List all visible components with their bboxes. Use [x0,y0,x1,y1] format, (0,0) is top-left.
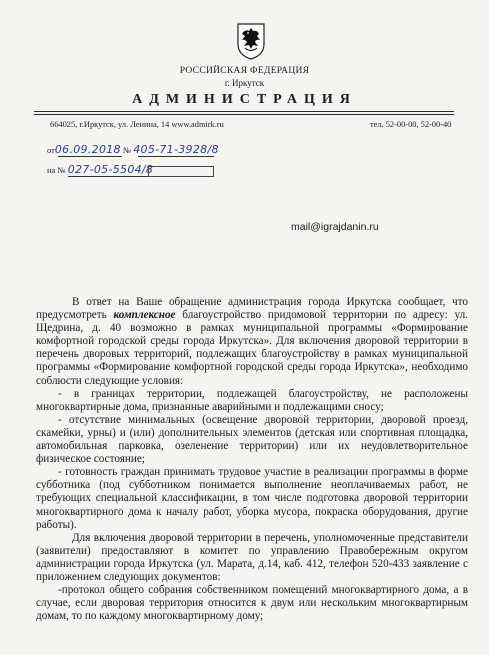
date-underline [58,156,122,157]
condition-2: - отсутствие минимальных (освещение дворовой территории, дворовой проезд, скамейки, урны) и (или) дополнительных элементов (детская или спортивная площадка, автомобильная парковка, озеленение территории) или их неудовлетворительное физическое состояние; [36,413,468,466]
header-rule-thin [34,114,454,115]
reference-underline [68,176,148,177]
condition-1: - в границах территории, подлежащей благоустройству, не расположены многоквартирные дома, признанные аварийными и подлежащими сносу; [36,387,468,413]
country-name: РОССИЙСКАЯ ФЕДЕРАЦИЯ [179,66,310,76]
document-item-1: -протокол общего собрания собственником помещений многоквартирного дома, а в случае, если дворовая территория относится к двум или нескольким многоквартирным домам, то по каждому многоквартирному дому; [36,584,468,623]
city-name: г. Иркутск [224,78,265,88]
outgoing-registration [47,143,219,156]
reference-registration [47,163,153,176]
date-label: от [47,145,55,155]
header-rule-thick [34,111,454,112]
irkutsk-coat-of-arms-icon [236,22,266,60]
reference-box [148,166,214,177]
emphasis-word: комплексное [113,309,176,322]
phone-numbers: тел. 52-00-00, 52-00-40 [370,120,452,129]
reference-number: 027-05-5504/8 [67,163,154,176]
body-paragraph-intro: В ответ на Ваше обращение администрация города Иркутска сообщает, что предусмотреть комплексное благоустройство придомовой территории по адресу: ул. Щедрина, д. 40 возможно в рамках муниципальной программы «Формирование комфортной городской среды города Иркутска». Для включения дворовой территории в перечень дворовых территорий, подлежащих благоустройству в рамках муниципальной программы «Формирование комфортной городской среды города Иркутска», необходимо соблюсти следующие условия: [36,296,468,387]
reference-label: на № [47,165,66,175]
postal-address: 664025, г.Иркутск, ул. Ленина, 14 www.admirk.ru [50,120,224,129]
letter-body [36,296,468,623]
recipient-email: mail@igrajdanin.ru [291,221,379,233]
number-label: № [122,145,132,155]
outgoing-number: 405-71-3928/8 [133,143,219,156]
condition-3: - готовность граждан принимать трудовое участие в реализации программы в форме субботника (под субботником понимается выполнение неоплачиваемых работ, не требующих специальной классификации, в том числе подготовка дворовой территории многоквартирного дома к началу работ, уборка мусора, покраска оборудования, другие работы). [36,466,468,531]
outgoing-date: 06.09.2018 [54,143,121,156]
organization-title: АДМИНИСТРАЦИЯ [132,92,357,107]
number-underline [138,156,214,157]
body-paragraph-submission: Для включения дворовой территории в перечень, уполномоченные представители (заявители) предоставляют в комитет по управлению Правобережным округом администрации города Иркутска (ул. Марата, д.14, каб. 412, телефон 520-433 заявление с приложением следующих документов: [36,531,468,583]
